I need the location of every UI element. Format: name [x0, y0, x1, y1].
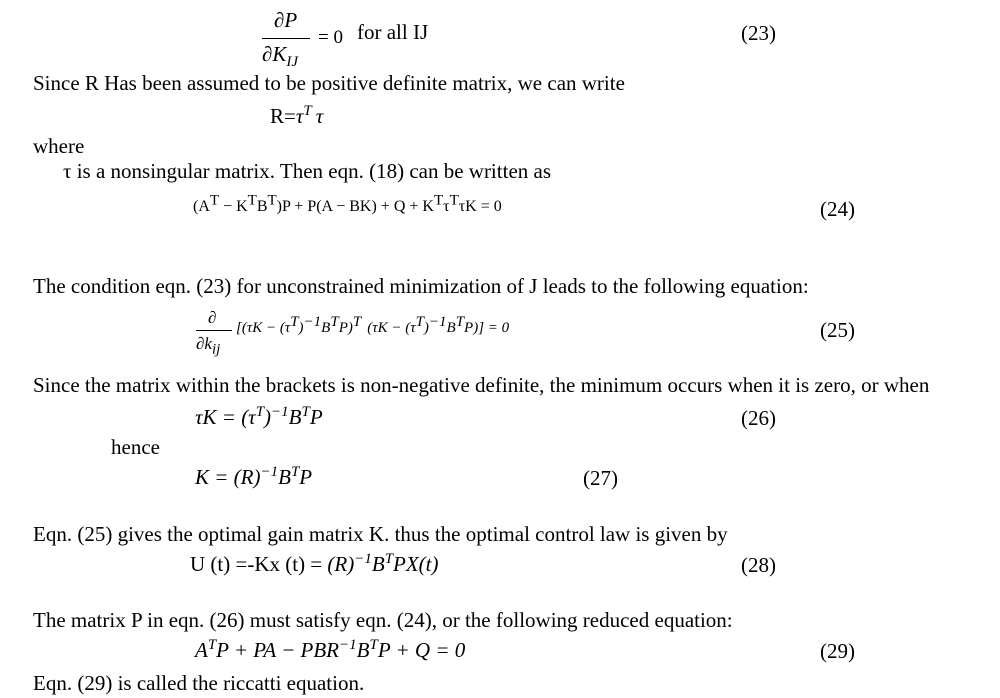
text-riccati: Eqn. (29) is called the riccatti equation. [33, 671, 365, 695]
text-positive-definite: Since R Has been assumed to be positive definite matrix, we can write [33, 71, 625, 95]
text-optimal-gain: Eqn. (25) gives the optimal gain matrix K. thus the optimal control law is given by [33, 522, 728, 546]
eq25-number: (25) [820, 318, 855, 342]
text-matrix-p: The matrix P in eqn. (26) must satisfy eqn. (24), or the following reduced equation: [33, 608, 733, 632]
eq26-number: (26) [741, 406, 776, 430]
text-hence: hence [111, 435, 160, 459]
eq25-body: [$(\tau K - (\tau^T)^{-1}B^TP)^T$ $(\tau K - (\tau^T)^{-1}B^TP)] = 0$ [236, 314, 510, 336]
eq25-numerator: ∂ [208, 308, 217, 327]
text-brackets-nonnegative: Since the matrix within the brackets is non-negative definite, the minimum occurs when it is zero, or when [33, 373, 930, 397]
eq29-number: (29) [820, 639, 855, 663]
eq23-number: (23) [741, 21, 776, 45]
eq25-denominator: $\partial k_{ij}$ [196, 334, 221, 358]
eq27-number: (27) [583, 466, 618, 490]
eq23-fraction-bar [262, 38, 310, 39]
eq28-expression: U (t) =-Kx $(t) = (R)^{-1}B^TPX(t)$ [190, 551, 439, 576]
eq29-expression: $A^TP$ + PA − $PBR^{-1}B^TP + Q = 0$ [195, 637, 466, 662]
eq-r-definition: $R=\tau^T$ τ [270, 103, 324, 128]
eq23-rhs: = 0 [318, 27, 343, 48]
text-where: where [33, 134, 85, 158]
eq23-denominator: $\partial K_{IJ}$ [262, 42, 299, 71]
eq24-number: (24) [820, 197, 855, 221]
text-tau-nonsingular: τ is a nonsingular matrix. Then eqn. (18) can be written as [63, 159, 552, 183]
eq28-number: (28) [741, 553, 776, 577]
eq27-expression: $K = (R)^{-1}B^TP$ [195, 464, 313, 489]
eq26-expression: $\tau K = (\tau^T)^{-1}B^TP$ [195, 404, 323, 429]
eq25-fraction-bar [196, 330, 232, 331]
eq23-condition: for all IJ [357, 20, 429, 44]
eq24-expression: $(A^T - K^TB^T)P + P(A - BK) + Q + K^T\tau^T\tau K = 0$ [193, 192, 502, 215]
text-condition-eqn23: The condition eqn. (23) for unconstrained minimization of J leads to the following equation: [33, 274, 809, 298]
eq23-numerator: ∂P [274, 8, 298, 32]
